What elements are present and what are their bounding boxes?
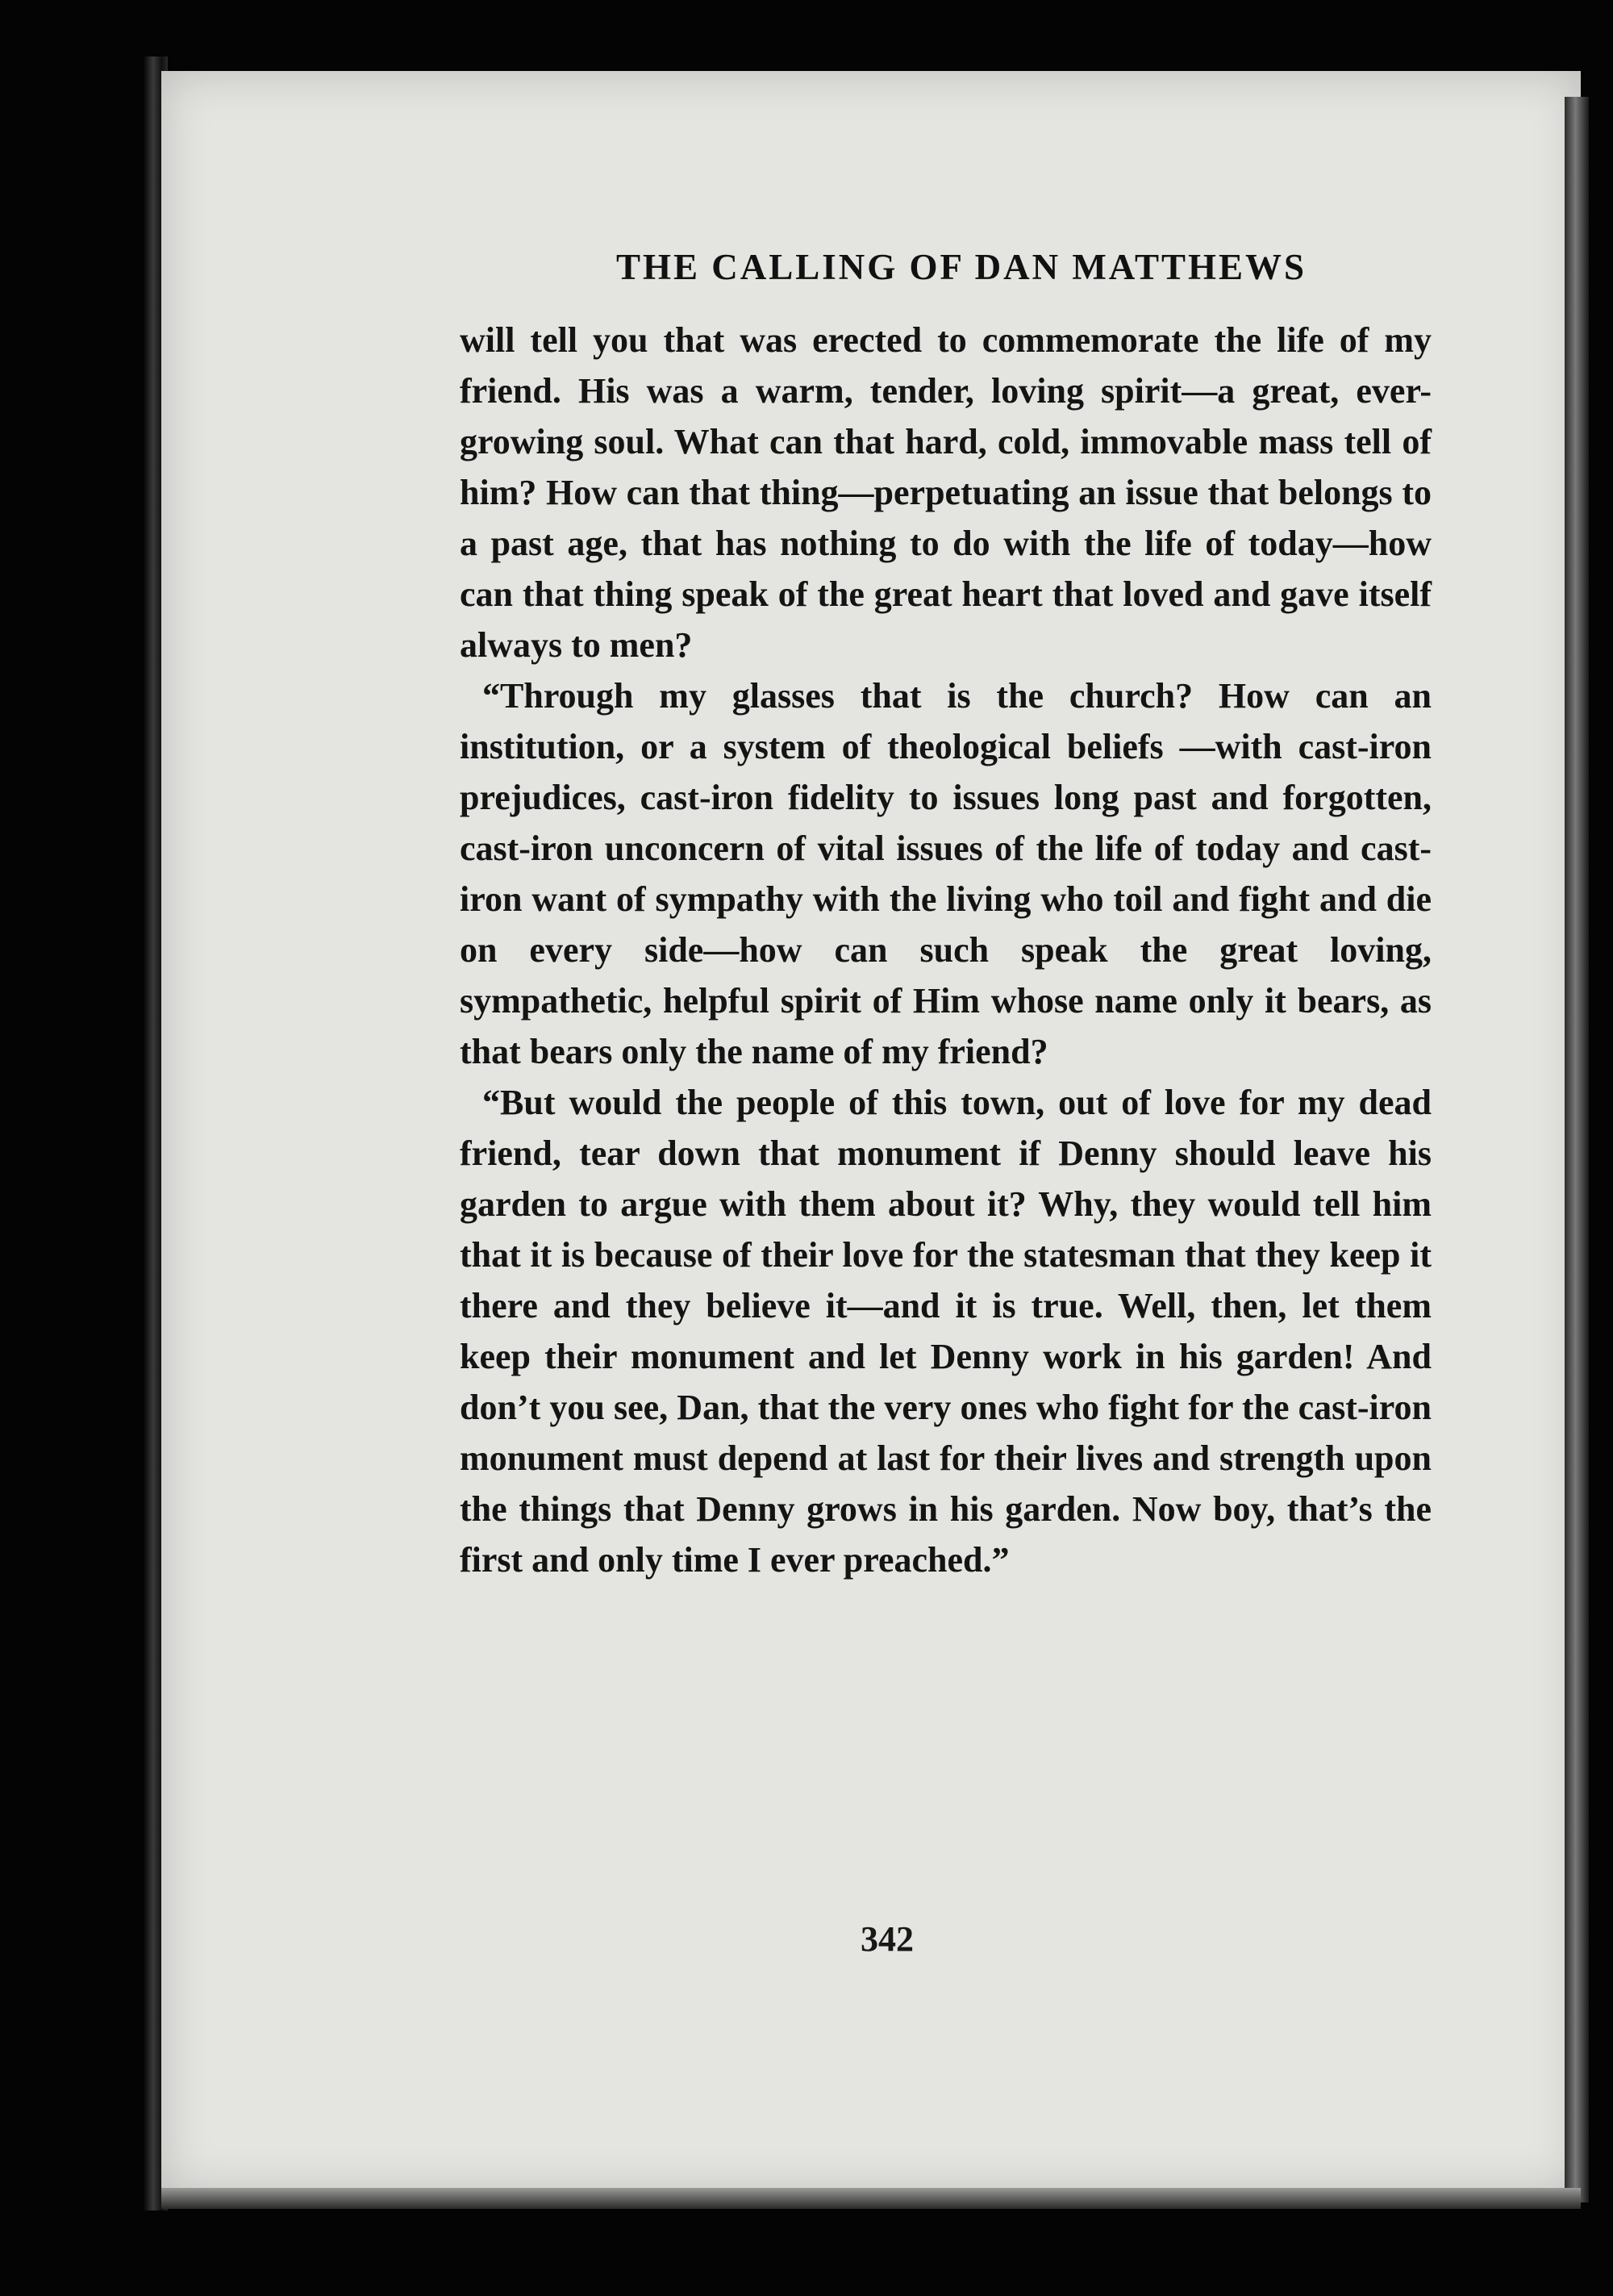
- paragraph-continued: will tell you that was erected to commemorate the life of my friend. His was a warm, tender, loving spirit—a great, ever-growing soul. What can that hard, cold, immovable mass tell of him? How can that thing—perpetuating an issue that belongs to a past age, that has nothing to do with the life of today—how can that thing speak of the great heart that loved and gave itself always to men?: [460, 320, 1432, 665]
- page-edge-right: [1565, 97, 1589, 2202]
- page-number: 342: [861, 1919, 914, 1959]
- paragraph-but-would-the-people: “But would the people of this town, out of love for my dead friend, tear down that monument if Denny should leave his garden to argue with them about it? Why, they would tell him that it is because of their love for the statesman that they keep it there and they believe it—and it is true. Well, then, let them keep their monument and let Denny work in his garden! And don’t you see, Dan, that the very ones who fight for the cast-iron monument must depend at last for their lives and strength upon the things that Denny grows in his garden. Now boy, that’s the first and only time I ever preached.”: [460, 1083, 1432, 1580]
- body-text: [460, 315, 1432, 1585]
- paragraph-through-my-glasses: “Through my glasses that is the church? How can an institution, or a system of theological beliefs —with cast-iron prejudices, cast-iron fidelity to issues long past and forgotten, cast-iron unconcern of vital issues of the life of today and cast-iron want of sympathy with the living who toil and fight and die on every side—how can such speak the great loving, sympathetic, helpful spirit of Him whose name only it bears, as that bears only the name of my friend?: [460, 676, 1432, 1071]
- running-head: THE CALLING OF DAN MATTHEWS: [615, 247, 1307, 287]
- page-edge-bottom: [161, 2188, 1581, 2209]
